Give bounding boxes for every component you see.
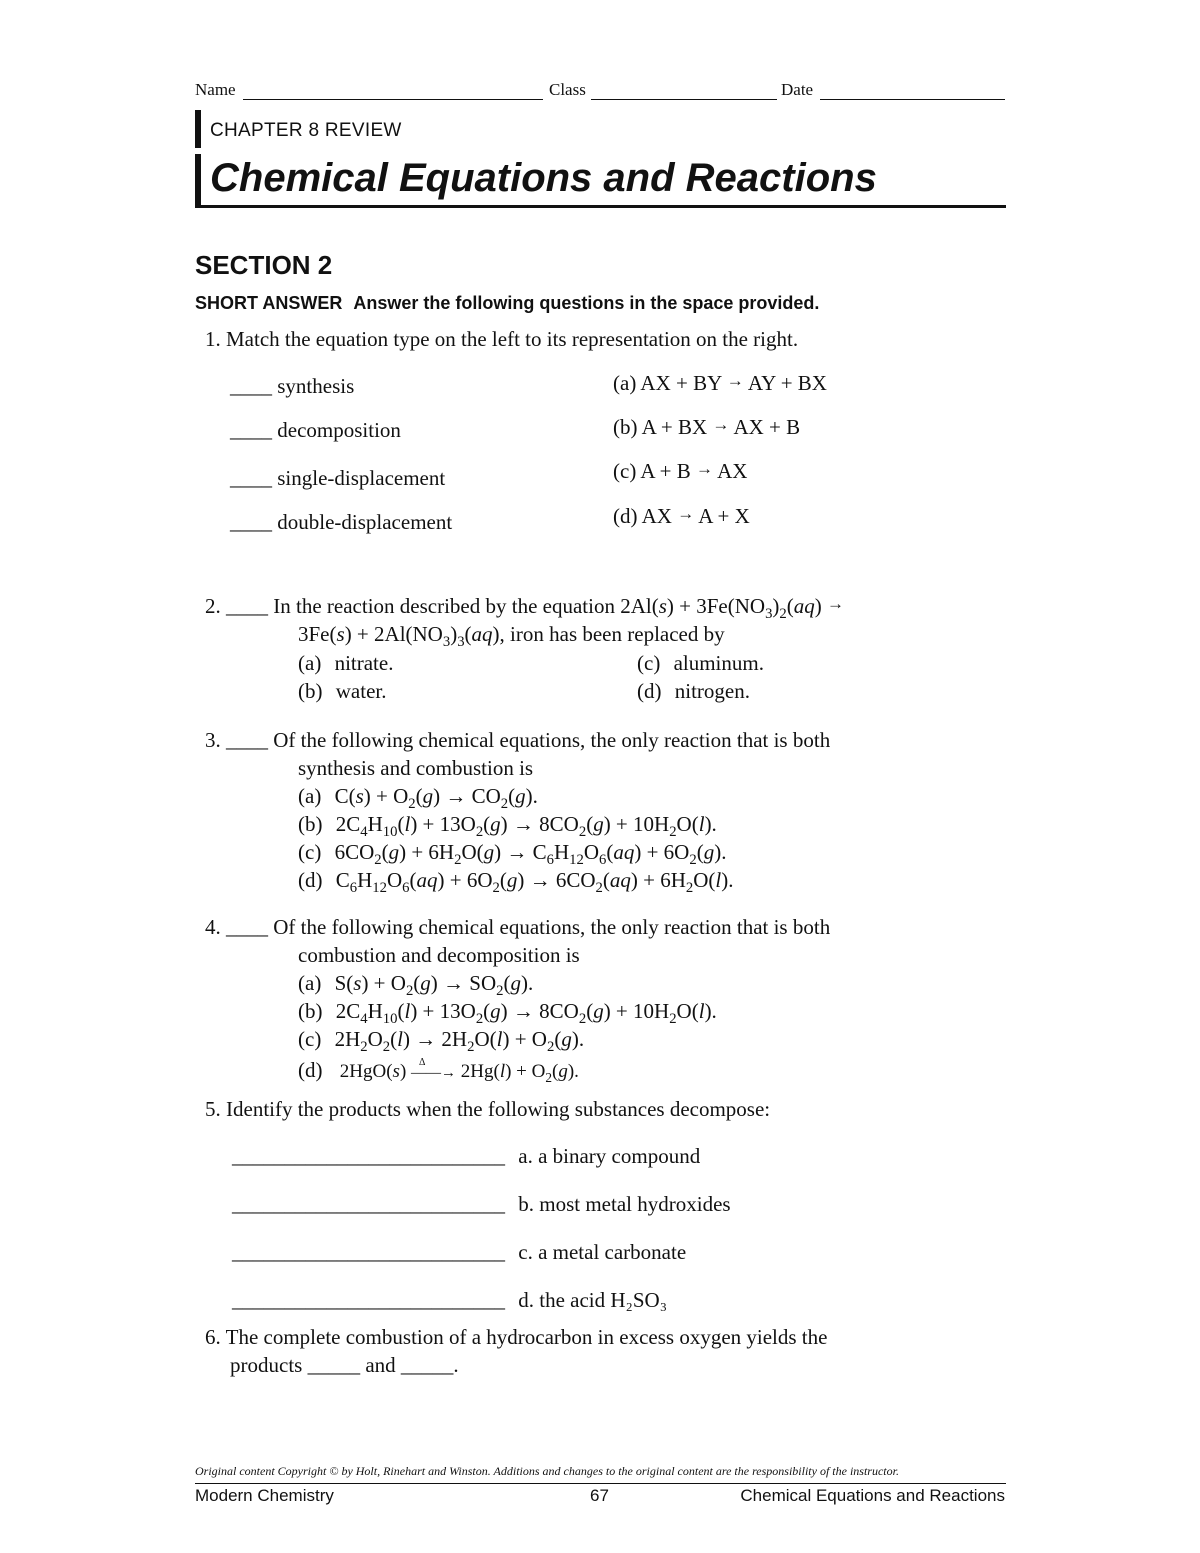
q1-blank[interactable]: ____: [230, 374, 272, 398]
footer-rule: [195, 1483, 1006, 1484]
q1-blank[interactable]: ____: [230, 418, 272, 442]
item-text: a metal carbonate: [538, 1240, 687, 1264]
option-equation: $C_6H_{12}O_6(aq) + 6O_2(g) \to 6CO_2(aq) + 6H_2O(l)$.: [335, 868, 734, 897]
q1-left-item: [230, 466, 445, 491]
arrow-icon: →: [677, 504, 695, 523]
q1-left-label: synthesis: [277, 374, 355, 398]
q2-line2: $3Fe(s) + 2Al(NO_3)_3(aq)$, iron has been replaced by: [298, 622, 725, 651]
option-label: (d): [298, 868, 323, 892]
q1-prompt-line: [205, 327, 798, 352]
option-text: nitrogen.: [674, 679, 750, 703]
option-label: (a): [298, 784, 322, 808]
q2-blank[interactable]: ____: [226, 594, 268, 618]
q2-option[interactable]: [298, 651, 393, 676]
q1-left-label: double-displacement: [277, 510, 453, 534]
option-label: (b): [298, 812, 323, 836]
class-label: Class: [549, 80, 586, 99]
item-label: a.: [518, 1144, 533, 1168]
q4-option[interactable]: [298, 999, 717, 1028]
q1-number: 1.: [205, 327, 221, 351]
instructions-text: Answer the following questions in the space provided.: [353, 293, 820, 313]
option-equation: $2C_4H_{10}(l) + 13O_2(g) \to 8CO_2(g) + 10H_2O(l)$.: [335, 812, 717, 841]
q3-option[interactable]: [298, 840, 727, 869]
q4-number: 4.: [205, 915, 221, 939]
option-label: (c): [298, 840, 322, 864]
q3-number: 3.: [205, 728, 221, 752]
q5-item: [232, 1192, 731, 1217]
page-number: 67: [590, 1486, 609, 1505]
q1-left-item: [230, 418, 401, 443]
q1-right-lhs: AX: [641, 504, 672, 528]
q6-number: 6.: [205, 1325, 221, 1349]
q4-option[interactable]: [298, 971, 534, 1000]
q1-right-lhs: A + BX: [641, 415, 708, 439]
option-equation: $2C_4H_{10}(l) + 13O_2(g) \to 8CO_2(g) + 10H_2O(l)$.: [335, 999, 717, 1028]
option-equation: $C(s) + O_2(g) \to CO_2(g)$.: [334, 784, 538, 813]
item-label: d.: [518, 1288, 534, 1312]
item-text: most metal hydroxides: [539, 1192, 731, 1216]
q1-left-item: [230, 374, 354, 399]
date-line[interactable]: [820, 99, 1005, 100]
option-text: nitrate.: [334, 651, 394, 675]
q2-line1: [205, 594, 844, 623]
q4-blank[interactable]: ____: [226, 915, 268, 939]
q1-right-label: (d): [613, 504, 638, 528]
page-title: Chemical Equations and Reactions: [210, 156, 877, 200]
q3-blank[interactable]: ____: [226, 728, 268, 752]
answer-line[interactable]: __________________________: [232, 1240, 505, 1264]
q5-item: [232, 1144, 700, 1169]
option-label: (c): [637, 651, 661, 675]
q1-left-label: decomposition: [277, 418, 401, 442]
q1-left-label: single-displacement: [277, 466, 446, 490]
option-label: (d): [298, 1058, 323, 1082]
q4-option[interactable]: [298, 1058, 579, 1083]
q1-left-item: [230, 510, 452, 535]
copyright-note: Original content Copyright © by Holt, Rinehart and Winston. Additions and changes to the original content are the responsibility of the instructor.: [195, 1464, 899, 1478]
option-text: aluminum.: [673, 651, 764, 675]
item-text: a binary compound: [538, 1144, 701, 1168]
answer-line[interactable]: __________________________: [232, 1192, 505, 1216]
q1-blank[interactable]: ____: [230, 466, 272, 490]
footer-chapter: Chemical Equations and Reactions: [740, 1486, 1005, 1505]
answer-line[interactable]: __________________________: [232, 1144, 505, 1168]
instructions-lead: SHORT ANSWER: [195, 293, 343, 313]
q5-item: [232, 1240, 686, 1265]
q4-line1: [205, 915, 830, 940]
option-equation: 2HgO(s) Δ ——→ $2Hg(l) + O_2(g)$.: [339, 1057, 579, 1085]
name-label: Name: [195, 80, 236, 99]
q4-option[interactable]: [298, 1027, 585, 1056]
q5-prompt: Identify the products when the following substances decompose:: [226, 1097, 771, 1121]
q1-right-rhs: AY + BX: [747, 371, 827, 395]
q2-text: In the reaction described by the equation $2Al(s) + 3Fe(NO_3)_2(aq)$ →: [273, 594, 844, 623]
header-fields: [195, 80, 1005, 106]
answer-line[interactable]: __________________________: [232, 1288, 505, 1312]
option-equation: $S(s) + O_2(g) \to SO_2(g)$.: [334, 971, 534, 1000]
q4-line2: combustion and decomposition is: [298, 943, 580, 967]
q3-text: Of the following chemical equations, the only reaction that is both: [273, 728, 831, 752]
chapter-label: CHAPTER 8 REVIEW: [210, 120, 402, 141]
option-text: water.: [335, 679, 387, 703]
q5-number: 5.: [205, 1097, 221, 1121]
q1-right-lhs: AX + BY: [640, 371, 722, 395]
option-equation: $2H_2O_2(l) \to 2H_2O(l) + O_2(g)$.: [334, 1027, 585, 1056]
q3-line2: synthesis and combustion is: [298, 756, 534, 780]
q6-text: The complete combustion of a hydrocarbon in excess oxygen yields the: [225, 1325, 828, 1349]
arrow-icon: →: [712, 415, 730, 434]
q3-option[interactable]: [298, 812, 717, 841]
q5-item: [232, 1288, 667, 1313]
q6-line2: products _____ and _____.: [230, 1353, 459, 1377]
q2-number: 2.: [205, 594, 221, 618]
q1-right-rhs: A + X: [698, 504, 750, 528]
q1-right-item: [613, 415, 800, 440]
q3-line1: [205, 728, 830, 753]
section-heading: SECTION 2: [195, 250, 333, 280]
option-label: (d): [637, 679, 662, 703]
q3-option[interactable]: [298, 868, 734, 897]
q1-right-item: [613, 504, 750, 529]
q1-blank[interactable]: ____: [230, 510, 272, 534]
class-line[interactable]: [591, 99, 777, 100]
q1-prompt: Match the equation type on the left to its representation on the right.: [226, 327, 799, 351]
option-label: (b): [298, 679, 323, 703]
title-rule: [195, 205, 1006, 208]
q3-option[interactable]: [298, 784, 538, 813]
name-line[interactable]: [243, 99, 543, 100]
q1-right-label: (b): [613, 415, 638, 439]
arrow-icon: →: [696, 459, 714, 478]
item-text: the acid H₂SO₃: [539, 1288, 668, 1312]
q1-right-label: (c): [613, 459, 637, 483]
q1-right-item: [613, 371, 827, 396]
q1-right-rhs: AX + B: [733, 415, 801, 439]
q2-option[interactable]: [637, 651, 764, 676]
date-label: Date: [781, 80, 814, 99]
arrow-icon: →: [726, 371, 744, 390]
q1-right-rhs: AX: [717, 459, 748, 483]
instructions: [195, 293, 819, 314]
q1-right-item: [613, 459, 747, 484]
q2-option[interactable]: [298, 679, 386, 704]
option-label: (a): [298, 971, 322, 995]
q2-option[interactable]: [637, 679, 750, 704]
q4-text: Of the following chemical equations, the only reaction that is both: [273, 915, 831, 939]
chapter-bar: [195, 110, 201, 148]
q6-line1: [205, 1325, 827, 1350]
option-label: (c): [298, 1027, 322, 1051]
option-label: (a): [298, 651, 322, 675]
q5-prompt-line: [205, 1097, 770, 1122]
option-equation: $6CO_2(g) + 6H_2O(g) \to C_6H_{12}O_6(aq) + 6O_2(g)$.: [334, 840, 727, 869]
arrow-icon: →: [827, 594, 844, 613]
q1-right-lhs: A + B: [640, 459, 691, 483]
item-label: b.: [518, 1192, 534, 1216]
title-bar: [195, 154, 201, 208]
item-label: c.: [518, 1240, 533, 1264]
option-label: (b): [298, 999, 323, 1023]
q1-right-label: (a): [613, 371, 637, 395]
footer-book: Modern Chemistry: [195, 1486, 334, 1505]
